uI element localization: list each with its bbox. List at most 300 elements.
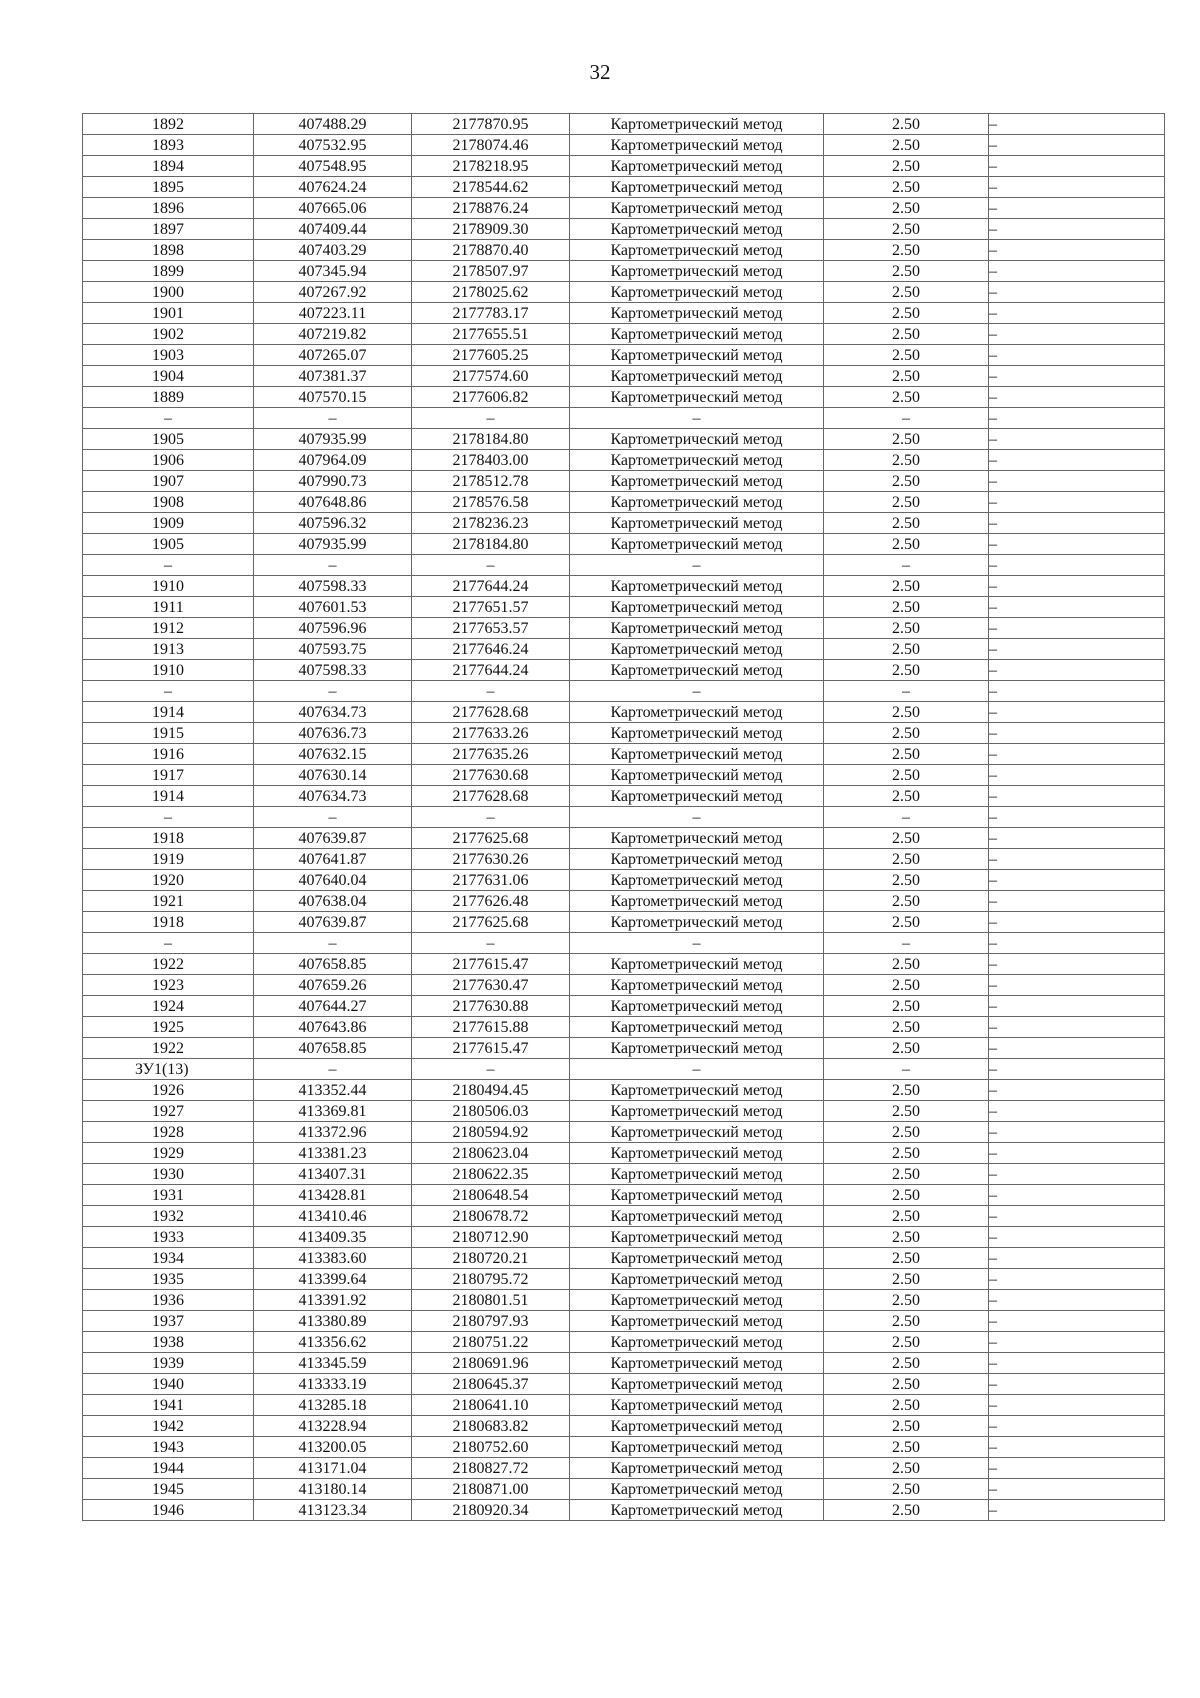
method-cell: Картометрический метод xyxy=(570,912,824,933)
method-cell: Картометрический метод xyxy=(570,723,824,744)
method-cell: Картометрический метод xyxy=(570,639,824,660)
point-number-cell: 1943 xyxy=(83,1437,254,1458)
point-number-cell: 1945 xyxy=(83,1479,254,1500)
y-coordinate-cell: 2177625.68 xyxy=(412,912,570,933)
method-cell: Картометрический метод xyxy=(570,1458,824,1479)
y-coordinate-cell: 2180795.72 xyxy=(412,1269,570,1290)
method-cell: Картометрический метод xyxy=(570,1164,824,1185)
point-number-cell: 1889 xyxy=(83,387,254,408)
error-cell: 2.50 xyxy=(824,1437,989,1458)
y-coordinate-cell: 2180494.45 xyxy=(412,1080,570,1101)
x-coordinate-cell: 407403.29 xyxy=(254,240,412,261)
x-coordinate-cell: 407598.33 xyxy=(254,660,412,681)
table-row xyxy=(83,765,1165,786)
table-row xyxy=(83,828,1165,849)
error-cell: 2.50 xyxy=(824,366,989,387)
table-row xyxy=(83,1059,1165,1080)
x-coordinate-cell: 407345.94 xyxy=(254,261,412,282)
method-cell: Картометрический метод xyxy=(570,1206,824,1227)
y-coordinate-cell: 2177631.06 xyxy=(412,870,570,891)
x-coordinate-cell: 413228.94 xyxy=(254,1416,412,1437)
table-row xyxy=(83,576,1165,597)
x-coordinate-cell: 407639.87 xyxy=(254,912,412,933)
point-number-cell: 1935 xyxy=(83,1269,254,1290)
method-cell: Картометрический метод xyxy=(570,513,824,534)
error-cell: 2.50 xyxy=(824,198,989,219)
error-cell: 2.50 xyxy=(824,1374,989,1395)
table-row xyxy=(83,660,1165,681)
x-coordinate-cell: 413345.59 xyxy=(254,1353,412,1374)
method-cell: Картометрический метод xyxy=(570,597,824,618)
y-coordinate-cell: 2177630.88 xyxy=(412,996,570,1017)
point-number-cell: 1932 xyxy=(83,1206,254,1227)
error-cell: 2.50 xyxy=(824,429,989,450)
error-cell: 2.50 xyxy=(824,765,989,786)
method-cell: – xyxy=(570,408,824,429)
error-cell: 2.50 xyxy=(824,954,989,975)
x-coordinate-cell: 407632.15 xyxy=(254,744,412,765)
description-cell: – xyxy=(989,954,1165,975)
table-row xyxy=(83,681,1165,702)
y-coordinate-cell: 2177653.57 xyxy=(412,618,570,639)
description-cell: – xyxy=(989,282,1165,303)
point-number-cell: – xyxy=(83,681,254,702)
method-cell: Картометрический метод xyxy=(570,1353,824,1374)
x-coordinate-cell: 413123.34 xyxy=(254,1500,412,1521)
table-row xyxy=(83,723,1165,744)
y-coordinate-cell: 2180683.82 xyxy=(412,1416,570,1437)
point-number-cell: 1914 xyxy=(83,786,254,807)
point-number-cell: 1905 xyxy=(83,534,254,555)
y-coordinate-cell: 2177628.68 xyxy=(412,786,570,807)
y-coordinate-cell: 2180641.10 xyxy=(412,1395,570,1416)
y-coordinate-cell: – xyxy=(412,807,570,828)
method-cell: Картометрический метод xyxy=(570,177,824,198)
table-row xyxy=(83,1416,1165,1437)
point-number-cell: 1937 xyxy=(83,1311,254,1332)
point-number-cell: 1892 xyxy=(83,114,254,135)
table-row xyxy=(83,219,1165,240)
y-coordinate-cell: 2180920.34 xyxy=(412,1500,570,1521)
point-number-cell: 1908 xyxy=(83,492,254,513)
error-cell: – xyxy=(824,408,989,429)
point-number-cell: 1907 xyxy=(83,471,254,492)
y-coordinate-cell: – xyxy=(412,408,570,429)
description-cell: – xyxy=(989,429,1165,450)
point-number-cell: 1939 xyxy=(83,1353,254,1374)
table-row xyxy=(83,177,1165,198)
y-coordinate-cell: 2180648.54 xyxy=(412,1185,570,1206)
table-row xyxy=(83,702,1165,723)
point-number-cell: 1895 xyxy=(83,177,254,198)
description-cell: – xyxy=(989,1353,1165,1374)
table-row xyxy=(83,513,1165,534)
method-cell: Картометрический метод xyxy=(570,1290,824,1311)
point-number-cell: 1926 xyxy=(83,1080,254,1101)
point-number-cell: 1900 xyxy=(83,282,254,303)
description-cell: – xyxy=(989,996,1165,1017)
y-coordinate-cell: 2178184.80 xyxy=(412,429,570,450)
x-coordinate-cell: 407219.82 xyxy=(254,324,412,345)
x-coordinate-cell: 407648.86 xyxy=(254,492,412,513)
point-number-cell: 1897 xyxy=(83,219,254,240)
x-coordinate-cell: 407634.73 xyxy=(254,702,412,723)
x-coordinate-cell: – xyxy=(254,1059,412,1080)
table-row xyxy=(83,1437,1165,1458)
table-row xyxy=(83,345,1165,366)
x-coordinate-cell: 407640.04 xyxy=(254,870,412,891)
x-coordinate-cell: – xyxy=(254,807,412,828)
error-cell: – xyxy=(824,1059,989,1080)
description-cell: – xyxy=(989,324,1165,345)
point-number-cell: 1930 xyxy=(83,1164,254,1185)
x-coordinate-cell: – xyxy=(254,681,412,702)
error-cell: 2.50 xyxy=(824,492,989,513)
y-coordinate-cell: 2178074.46 xyxy=(412,135,570,156)
method-cell: Картометрический метод xyxy=(570,618,824,639)
error-cell: 2.50 xyxy=(824,1353,989,1374)
table-row xyxy=(83,135,1165,156)
table-row xyxy=(83,1227,1165,1248)
error-cell: 2.50 xyxy=(824,1290,989,1311)
error-cell: 2.50 xyxy=(824,1269,989,1290)
x-coordinate-cell: 407488.29 xyxy=(254,114,412,135)
method-cell: Картометрический метод xyxy=(570,1311,824,1332)
method-cell: Картометрический метод xyxy=(570,534,824,555)
method-cell: – xyxy=(570,681,824,702)
method-cell: Картометрический метод xyxy=(570,1122,824,1143)
x-coordinate-cell: 407570.15 xyxy=(254,387,412,408)
point-number-cell: 1919 xyxy=(83,849,254,870)
error-cell: 2.50 xyxy=(824,282,989,303)
x-coordinate-cell: 407643.86 xyxy=(254,1017,412,1038)
y-coordinate-cell: 2180751.22 xyxy=(412,1332,570,1353)
error-cell: 2.50 xyxy=(824,996,989,1017)
description-cell: – xyxy=(989,786,1165,807)
table-row xyxy=(83,156,1165,177)
x-coordinate-cell: 407641.87 xyxy=(254,849,412,870)
table-row xyxy=(83,471,1165,492)
table-row xyxy=(83,1101,1165,1122)
error-cell: 2.50 xyxy=(824,1122,989,1143)
error-cell: 2.50 xyxy=(824,1332,989,1353)
table-row xyxy=(83,618,1165,639)
description-cell: – xyxy=(989,618,1165,639)
point-number-cell: 1916 xyxy=(83,744,254,765)
x-coordinate-cell: 407267.92 xyxy=(254,282,412,303)
method-cell: Картометрический метод xyxy=(570,387,824,408)
description-cell: – xyxy=(989,1500,1165,1521)
description-cell: – xyxy=(989,1164,1165,1185)
description-cell: – xyxy=(989,1248,1165,1269)
x-coordinate-cell: 413200.05 xyxy=(254,1437,412,1458)
error-cell: 2.50 xyxy=(824,1185,989,1206)
description-cell: – xyxy=(989,366,1165,387)
method-cell: Картометрический метод xyxy=(570,576,824,597)
point-number-cell: 1912 xyxy=(83,618,254,639)
y-coordinate-cell: 2177633.26 xyxy=(412,723,570,744)
x-coordinate-cell: 407593.75 xyxy=(254,639,412,660)
method-cell: Картометрический метод xyxy=(570,660,824,681)
x-coordinate-cell: – xyxy=(254,555,412,576)
method-cell: Картометрический метод xyxy=(570,1185,824,1206)
method-cell: Картометрический метод xyxy=(570,156,824,177)
y-coordinate-cell: – xyxy=(412,1059,570,1080)
y-coordinate-cell: 2177870.95 xyxy=(412,114,570,135)
method-cell: Картометрический метод xyxy=(570,996,824,1017)
method-cell: Картометрический метод xyxy=(570,1395,824,1416)
description-cell: – xyxy=(989,639,1165,660)
x-coordinate-cell: 407381.37 xyxy=(254,366,412,387)
description-cell: – xyxy=(989,1206,1165,1227)
table-row xyxy=(83,1479,1165,1500)
table-row xyxy=(83,324,1165,345)
error-cell: 2.50 xyxy=(824,1479,989,1500)
method-cell: Картометрический метод xyxy=(570,450,824,471)
point-number-cell: 1902 xyxy=(83,324,254,345)
point-number-cell: 1929 xyxy=(83,1143,254,1164)
y-coordinate-cell: 2180594.92 xyxy=(412,1122,570,1143)
y-coordinate-cell: 2177628.68 xyxy=(412,702,570,723)
error-cell: 2.50 xyxy=(824,345,989,366)
x-coordinate-cell: 407636.73 xyxy=(254,723,412,744)
method-cell: Картометрический метод xyxy=(570,366,824,387)
table-row xyxy=(83,954,1165,975)
point-number-cell: 1911 xyxy=(83,597,254,618)
x-coordinate-cell: 413369.81 xyxy=(254,1101,412,1122)
description-cell: – xyxy=(989,387,1165,408)
error-cell: – xyxy=(824,807,989,828)
x-coordinate-cell: 413171.04 xyxy=(254,1458,412,1479)
x-coordinate-cell: 413352.44 xyxy=(254,1080,412,1101)
x-coordinate-cell: 407638.04 xyxy=(254,891,412,912)
method-cell: Картометрический метод xyxy=(570,1080,824,1101)
table-row xyxy=(83,366,1165,387)
x-coordinate-cell: 407644.27 xyxy=(254,996,412,1017)
method-cell: – xyxy=(570,807,824,828)
table-row xyxy=(83,1206,1165,1227)
table-row xyxy=(83,1458,1165,1479)
method-cell: Картометрический метод xyxy=(570,744,824,765)
x-coordinate-cell: 413180.14 xyxy=(254,1479,412,1500)
x-coordinate-cell: 407596.32 xyxy=(254,513,412,534)
description-cell: – xyxy=(989,345,1165,366)
table-row xyxy=(83,429,1165,450)
y-coordinate-cell: 2180712.90 xyxy=(412,1227,570,1248)
error-cell: 2.50 xyxy=(824,597,989,618)
error-cell: 2.50 xyxy=(824,1017,989,1038)
x-coordinate-cell: 413372.96 xyxy=(254,1122,412,1143)
table-row xyxy=(83,534,1165,555)
method-cell: Картометрический метод xyxy=(570,870,824,891)
description-cell: – xyxy=(989,765,1165,786)
x-coordinate-cell: 413383.60 xyxy=(254,1248,412,1269)
method-cell: Картометрический метод xyxy=(570,282,824,303)
x-coordinate-cell: 407935.99 xyxy=(254,429,412,450)
y-coordinate-cell: 2178236.23 xyxy=(412,513,570,534)
table-row xyxy=(83,1374,1165,1395)
x-coordinate-cell: 413285.18 xyxy=(254,1395,412,1416)
point-number-cell: – xyxy=(83,408,254,429)
method-cell: Картометрический метод xyxy=(570,1500,824,1521)
point-number-cell: 1917 xyxy=(83,765,254,786)
table-row xyxy=(83,555,1165,576)
x-coordinate-cell: 407634.73 xyxy=(254,786,412,807)
y-coordinate-cell: 2178876.24 xyxy=(412,198,570,219)
description-cell: – xyxy=(989,198,1165,219)
method-cell: Картометрический метод xyxy=(570,1332,824,1353)
x-coordinate-cell: 407935.99 xyxy=(254,534,412,555)
description-cell: – xyxy=(989,1038,1165,1059)
method-cell: Картометрический метод xyxy=(570,1437,824,1458)
method-cell: Картометрический метод xyxy=(570,345,824,366)
table-row xyxy=(83,597,1165,618)
y-coordinate-cell: 2178403.00 xyxy=(412,450,570,471)
point-number-cell: 1918 xyxy=(83,912,254,933)
y-coordinate-cell: 2177644.24 xyxy=(412,660,570,681)
method-cell: Картометрический метод xyxy=(570,429,824,450)
y-coordinate-cell: 2177646.24 xyxy=(412,639,570,660)
method-cell: Картометрический метод xyxy=(570,828,824,849)
y-coordinate-cell: 2180506.03 xyxy=(412,1101,570,1122)
table-row xyxy=(83,849,1165,870)
x-coordinate-cell: 407658.85 xyxy=(254,954,412,975)
x-coordinate-cell: 407409.44 xyxy=(254,219,412,240)
description-cell: – xyxy=(989,513,1165,534)
description-cell: – xyxy=(989,1269,1165,1290)
point-number-cell: 1944 xyxy=(83,1458,254,1479)
y-coordinate-cell: 2180752.60 xyxy=(412,1437,570,1458)
method-cell: Картометрический метод xyxy=(570,1038,824,1059)
method-cell: Картометрический метод xyxy=(570,1479,824,1500)
y-coordinate-cell: 2177783.17 xyxy=(412,303,570,324)
x-coordinate-cell: 407964.09 xyxy=(254,450,412,471)
table-row xyxy=(83,450,1165,471)
description-cell: – xyxy=(989,408,1165,429)
error-cell: 2.50 xyxy=(824,177,989,198)
error-cell: 2.50 xyxy=(824,261,989,282)
point-number-cell: – xyxy=(83,807,254,828)
method-cell: Картометрический метод xyxy=(570,1374,824,1395)
y-coordinate-cell: 2178909.30 xyxy=(412,219,570,240)
method-cell: Картометрический метод xyxy=(570,849,824,870)
y-coordinate-cell: 2178512.78 xyxy=(412,471,570,492)
method-cell: – xyxy=(570,555,824,576)
table-row xyxy=(83,1353,1165,1374)
y-coordinate-cell: 2177606.82 xyxy=(412,387,570,408)
y-coordinate-cell: 2177625.68 xyxy=(412,828,570,849)
error-cell: 2.50 xyxy=(824,723,989,744)
error-cell: 2.50 xyxy=(824,975,989,996)
error-cell: 2.50 xyxy=(824,786,989,807)
error-cell: 2.50 xyxy=(824,219,989,240)
description-cell: – xyxy=(989,303,1165,324)
point-number-cell: 1936 xyxy=(83,1290,254,1311)
table-row xyxy=(83,1017,1165,1038)
table-row xyxy=(83,1185,1165,1206)
table-row xyxy=(83,1500,1165,1521)
description-cell: – xyxy=(989,261,1165,282)
error-cell: 2.50 xyxy=(824,1500,989,1521)
y-coordinate-cell: 2177574.60 xyxy=(412,366,570,387)
description-cell: – xyxy=(989,1458,1165,1479)
point-number-cell: 1909 xyxy=(83,513,254,534)
point-number-cell: 1920 xyxy=(83,870,254,891)
error-cell: 2.50 xyxy=(824,135,989,156)
table-row xyxy=(83,744,1165,765)
point-number-cell: 1942 xyxy=(83,1416,254,1437)
table-row xyxy=(83,240,1165,261)
x-coordinate-cell: 407548.95 xyxy=(254,156,412,177)
error-cell: 2.50 xyxy=(824,576,989,597)
table-row xyxy=(83,387,1165,408)
y-coordinate-cell: 2178184.80 xyxy=(412,534,570,555)
point-number-cell: 1910 xyxy=(83,576,254,597)
y-coordinate-cell: – xyxy=(412,681,570,702)
description-cell: – xyxy=(989,1185,1165,1206)
table-row xyxy=(83,1332,1165,1353)
method-cell: Картометрический метод xyxy=(570,240,824,261)
x-coordinate-cell: – xyxy=(254,933,412,954)
x-coordinate-cell: 407630.14 xyxy=(254,765,412,786)
description-cell: – xyxy=(989,450,1165,471)
method-cell: Картометрический метод xyxy=(570,114,824,135)
y-coordinate-cell: 2180827.72 xyxy=(412,1458,570,1479)
description-cell: – xyxy=(989,240,1165,261)
description-cell: – xyxy=(989,1080,1165,1101)
error-cell: 2.50 xyxy=(824,534,989,555)
method-cell: Картометрический метод xyxy=(570,303,824,324)
x-coordinate-cell: 407598.33 xyxy=(254,576,412,597)
point-number-cell: 1918 xyxy=(83,828,254,849)
description-cell: – xyxy=(989,1143,1165,1164)
error-cell: 2.50 xyxy=(824,1038,989,1059)
y-coordinate-cell: 2180720.21 xyxy=(412,1248,570,1269)
y-coordinate-cell: 2177630.68 xyxy=(412,765,570,786)
table-row xyxy=(83,996,1165,1017)
point-number-cell: 1941 xyxy=(83,1395,254,1416)
point-number-cell: 1914 xyxy=(83,702,254,723)
point-number-cell: 1924 xyxy=(83,996,254,1017)
table-row xyxy=(83,807,1165,828)
point-number-cell: 1934 xyxy=(83,1248,254,1269)
error-cell: – xyxy=(824,681,989,702)
error-cell: 2.50 xyxy=(824,324,989,345)
point-number-cell: 1940 xyxy=(83,1374,254,1395)
description-cell: – xyxy=(989,702,1165,723)
description-cell: – xyxy=(989,660,1165,681)
point-number-cell: 1928 xyxy=(83,1122,254,1143)
y-coordinate-cell: 2180691.96 xyxy=(412,1353,570,1374)
point-number-cell: 1927 xyxy=(83,1101,254,1122)
description-cell: – xyxy=(989,891,1165,912)
table-row xyxy=(83,1122,1165,1143)
y-coordinate-cell: 2177635.26 xyxy=(412,744,570,765)
method-cell: – xyxy=(570,1059,824,1080)
y-coordinate-cell: 2177644.24 xyxy=(412,576,570,597)
method-cell: Картометрический метод xyxy=(570,765,824,786)
description-cell: – xyxy=(989,576,1165,597)
x-coordinate-cell: 407990.73 xyxy=(254,471,412,492)
error-cell: 2.50 xyxy=(824,618,989,639)
point-number-cell: 1915 xyxy=(83,723,254,744)
method-cell: – xyxy=(570,933,824,954)
point-number-cell: – xyxy=(83,933,254,954)
method-cell: Картометрический метод xyxy=(570,975,824,996)
description-cell: – xyxy=(989,1227,1165,1248)
x-coordinate-cell: 413410.46 xyxy=(254,1206,412,1227)
y-coordinate-cell: 2177651.57 xyxy=(412,597,570,618)
